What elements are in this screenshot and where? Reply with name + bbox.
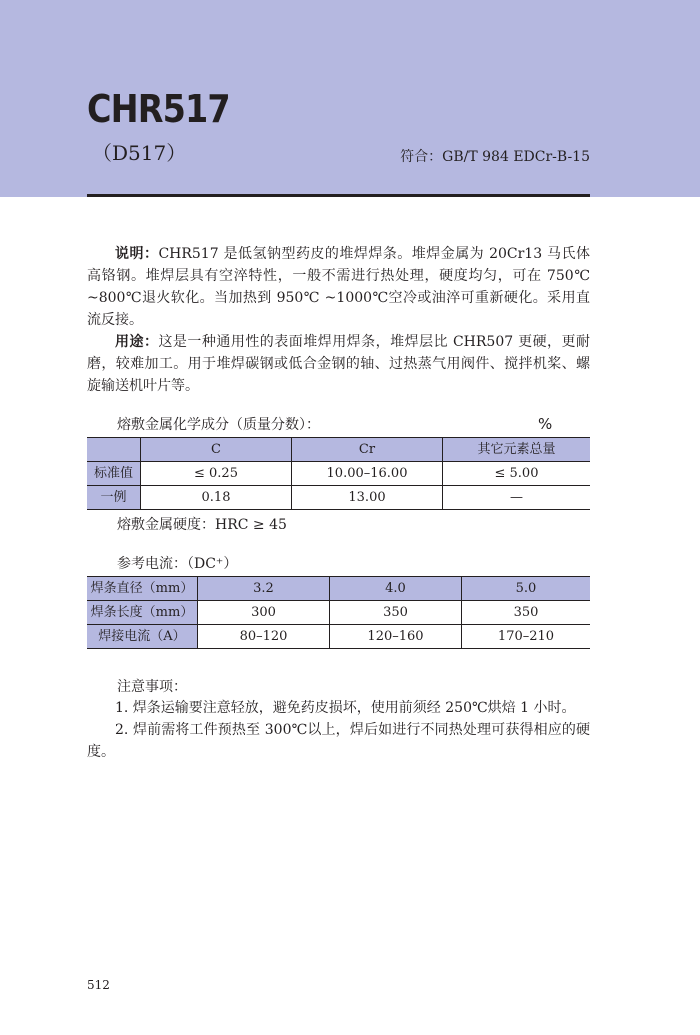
- hardness-text: 熔敷金属硬度：HRC ≥ 45: [117, 517, 287, 533]
- description-label: 说明：: [115, 246, 159, 262]
- note-item: 2. 焊前需将工件预热至 300℃以上，焊后如进行不同热处理可获得相应的硬度。: [87, 722, 590, 760]
- table-row: [87, 577, 590, 601]
- table-cell: [87, 438, 141, 462]
- percent-unit: %: [538, 415, 553, 433]
- standard-compliance: [400, 147, 590, 167]
- table-row: [87, 486, 590, 510]
- table-cell: 4.0: [330, 577, 462, 601]
- standard-label: 符合：: [400, 149, 443, 165]
- notes-title: 注意事项：: [117, 679, 187, 695]
- table-cell: 80–120: [198, 625, 330, 649]
- table-cell: 300: [198, 601, 330, 625]
- note-item: 1. 焊条运输要注意轻放，避免药皮损坏，使用前须经 250℃烘焙 1 小时。: [115, 700, 576, 716]
- table-header-cell: 其它元素总量: [443, 438, 591, 462]
- alt-code: （D517）: [92, 141, 187, 165]
- table-row-header: 焊接电流（A）: [87, 625, 198, 649]
- header-divider: [87, 194, 590, 197]
- usage-label: 用途：: [115, 334, 159, 350]
- table-row-header: 焊条长度（mm）: [87, 601, 198, 625]
- table-row: [87, 462, 590, 486]
- reference-current-label: 参考电流：（DC⁺）: [117, 556, 238, 572]
- table-cell: 170–210: [462, 625, 591, 649]
- table-cell: ≤ 5.00: [443, 462, 591, 486]
- table-header-cell: C: [141, 438, 292, 462]
- table-cell: 0.18: [141, 486, 292, 510]
- description-paragraph: [87, 243, 590, 331]
- table-cell: 5.0: [462, 577, 591, 601]
- table-row-header: 一例: [87, 486, 141, 510]
- product-code: CHR517: [87, 87, 230, 131]
- chemical-composition-table: [87, 437, 590, 510]
- table-row: [87, 625, 590, 649]
- table-header-row: [87, 438, 590, 462]
- usage-text: 这是一种通用性的表面堆焊用焊条，堆焊层比 CHR507 更硬，更耐磨，较难加工。用于堆焊碳钢或低合金钢的轴、过热蒸气用阀件、搅拌机桨、螺旋输送机叶片等。: [87, 334, 591, 394]
- table-cell: 13.00: [292, 486, 443, 510]
- standard-value: GB/T 984 EDCr-B-15: [442, 149, 590, 165]
- usage-paragraph: [87, 331, 590, 397]
- table-cell: —: [443, 486, 591, 510]
- chemical-composition-label: 熔敷金属化学成分（质量分数）：: [117, 417, 320, 433]
- table-header-cell: Cr: [292, 438, 443, 462]
- table-cell: ≤ 0.25: [141, 462, 292, 486]
- table-cell: 3.2: [198, 577, 330, 601]
- reference-current-table: [87, 576, 590, 649]
- page-number: 512: [87, 978, 110, 992]
- table-cell: 350: [330, 601, 462, 625]
- table-cell: 120–160: [330, 625, 462, 649]
- table-row-header: 焊条直径（mm）: [87, 577, 198, 601]
- table-row: [87, 601, 590, 625]
- table-row-header: 标准值: [87, 462, 141, 486]
- description-text: CHR517 是低氢钠型药皮的堆焊焊条。堆焊金属为 20Cr13 马氏体高铬钢。堆焊层具有空淬特性，一般不需进行热处理，硬度均匀，可在 750℃ ~800℃退火软化。当加热到 950℃ ~1000℃空冷或油淬可重新硬化。采用直流反接。: [87, 246, 590, 328]
- table-cell: 350: [462, 601, 591, 625]
- table-cell: 10.00–16.00: [292, 462, 443, 486]
